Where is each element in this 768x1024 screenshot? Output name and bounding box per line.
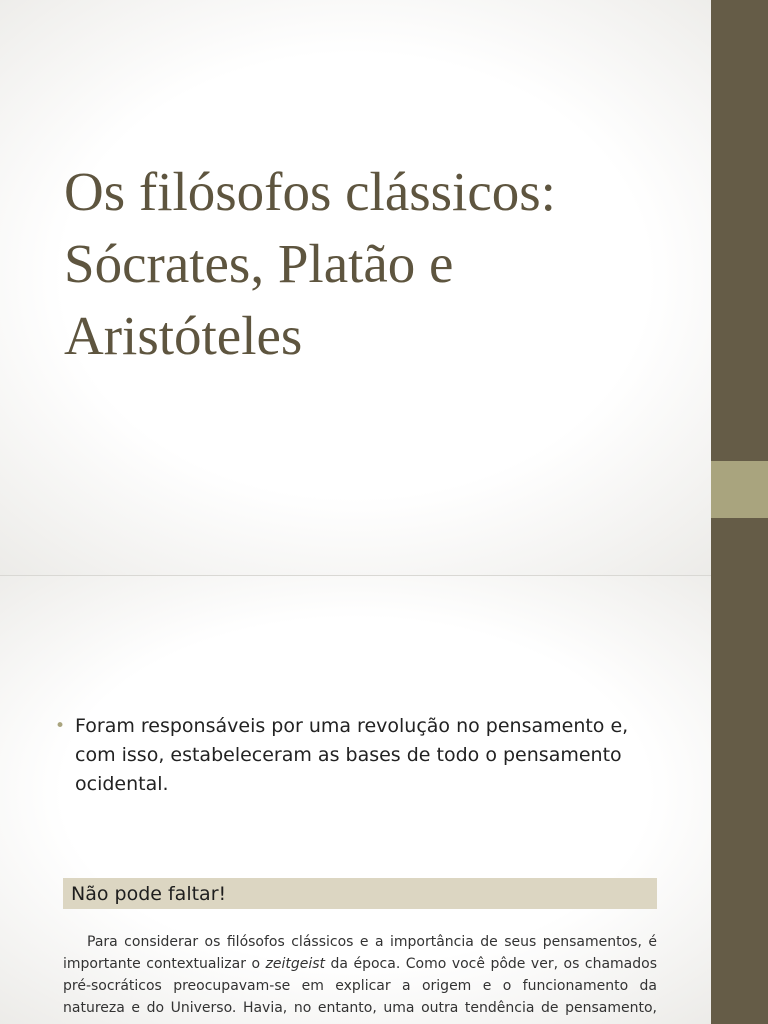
slide-title-line: Os filósofos clássicos: — [64, 161, 556, 222]
callout-body — [63, 931, 657, 1019]
body-text-segment: importante contextualizar o — [63, 956, 266, 972]
slide-title — [64, 156, 684, 372]
bullet-line: com isso, estabeleceram as bases de todo o pensamento — [75, 744, 622, 766]
bullet-line: Foram responsáveis por uma revolução no pensamento e, — [75, 715, 629, 737]
bullet-item — [55, 712, 655, 799]
bullet-text — [55, 712, 655, 799]
slide-title-line: Aristóteles — [64, 305, 303, 366]
body-text-segment: da época. Como você pôde ver, os chamados — [325, 956, 657, 972]
body-line — [63, 953, 657, 975]
body-line: natureza e do Universo. Havia, no entanto, uma outra tendência de pensamento, — [63, 1000, 657, 1016]
bullet-icon: • — [55, 716, 66, 736]
bullet-line: ocidental. — [75, 773, 169, 795]
body-line: pré-socráticos preocupavam-se em explicar a origem e o funcionamento da — [63, 978, 657, 994]
slide-title-line: Sócrates, Platão e — [64, 233, 454, 294]
sidebar-accent-block — [711, 461, 768, 518]
callout-header — [63, 878, 657, 909]
body-line: Para considerar os filósofos clássicos e a importância de seus pensamentos, é — [87, 934, 657, 950]
callout-title: Não pode faltar! — [71, 883, 227, 905]
zeitgeist-term: zeitgeist — [265, 956, 326, 972]
